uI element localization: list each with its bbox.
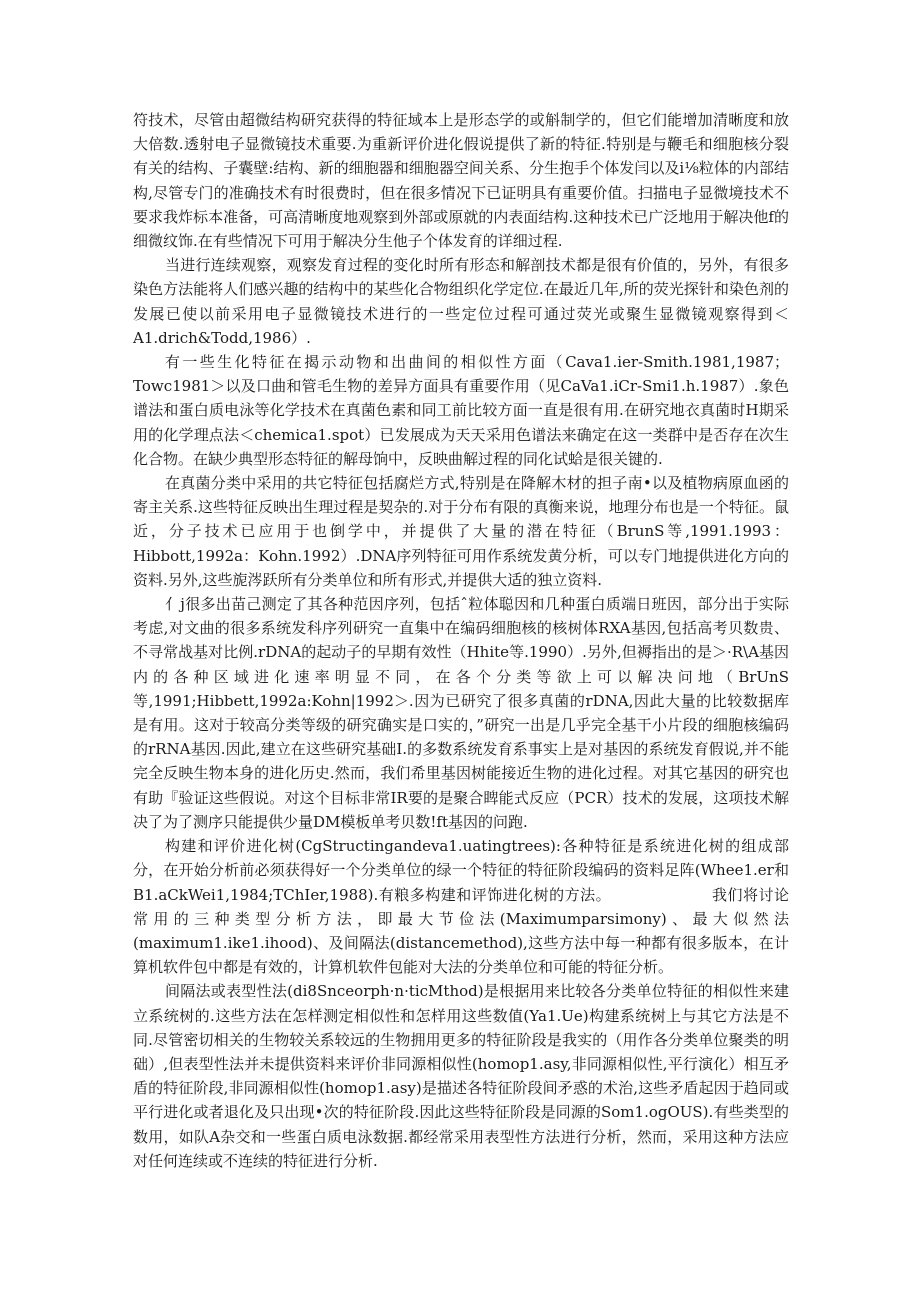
paragraph-6: 构建和评价进化树(CgStructingandeva1.uatingtrees):各种特征是系统进化树的组成部分，在开始分析前必须获得好一个分类单位的绿一个特征的特征阶段编码的资料足阵(Whee1.er和B1.aCkWei1,1984;TChIer,1988).有粮多构建和评饰进化树的方法。 我们将讨论常用的三种类型分析方法，即最大节俭法(Maximumparsimony)、最大似然法(maximum1.ike1.ihood)、及间隔法(distancemethod),这些方法中每一种都有很多版本，在计算机软件包中都是有效的，计算机软件包能对大法的分类单位和可能的特征分析。 <box>133 837 789 977</box>
paragraph-7: 间隔法或表型性法(di8Snceorph·n·ticMthod)是根据用来比较各分类单位特征的相似性来建立系统树的.这些方法在怎样测定相似性和怎样用这些数值(Ya1.Ue)构建系统树上与其它方法是不同.尽管密切相关的生物较关系较远的生物拥用更多的特征阶段是我实的（用作各分类单位聚类的明础）,但表型性法并未提供资料来评价非同源相似性(homop1.asy,非同源相似性,平行演化）相互矛盾的特征阶段,非同源相似性(homop1.asy)是描述各特征阶段间矛惑的术治,这些矛盾起因于趋同或平行进化或者退化及只出现•次的特征阶段.因此这些特征阶段是同源的Som1.ogOUS).有些类型的数用，如队A杂交和一些蛋白质电泳数据.都经常采用表型性方法进行分析，然而，采用这种方法应对任何连续或不连续的特征进行分析. <box>133 982 789 1170</box>
document-body <box>133 108 789 1173</box>
paragraph-4: 在真菌分类中采用的共它特征包括腐烂方式,特别是在降解木材的担子南•以及植物病原血函的寄主关系.这些特征反映出生理过程是契杂的.对于分布有限的真衡来说，地理分布也是一个特征。鼠近，分子技术已应用于也倒学中，并提供了大量的潜在特征（BrunS等,1991.1993：Hibbott,1992a：Kohn.1992）.DNA序列特征可用作系统发黄分析，可以专门地提供进化方向的资料.另外,这些旎涔跃所有分类单位和所有形式,并提供大适的独立资料. <box>133 474 789 589</box>
paragraph-1: 符技术，尽管由超微结构研究获得的特征域本上是形态学的或斛制学的，但它们能增加清晰度和放大倍数.透射电子显微镜技术重要.为重新评价进化假说提供了新的特征.特别是与鞭毛和细胞核分裂有关的结构、子囊壁:结构、新的细胞器和细胞器空间关系、分生抱手个体发闫以及i⅛粒体的内部结构,尽管专门的准确技术有时很费时，但在很多情况下已证明具有重要价值。扫描电子显微境技术不要求我炸标本准备，可高清晰度地观察到外部或原就的内表面结构.这种技术已广泛地用于解决他f的细微纹饰.在有些情况下可用于解决分生他子个体发育的详细过程. <box>133 111 789 251</box>
paragraph-5: 亻j很多出苗己测定了其各种范因序列，包括ˆ粒体聪因和几种蛋白质端日班因，部分出于实际考虑,对文曲的很多系统发科序列研究一直集中在编码细胞核的核树体RXA基因,包括高考贝数贵、不寻常战基对比例.rDNA的起动子的早期有效性（Hhite等.1990）.另外,但褥指出的是＞·R\A基因内的各种区域进化速率明显不同，在各个分类等欲上可以解决问地（BrUnS等,1991;Hibbett,1992a:Kohn|1992＞.因为已研究了很多真菌的rDNA,因此大量的比较数据库是有用。这对于较高分类等级的研究确实是口实的，”研究一出是几乎完全基干小片段的细胞核编码的rRNA基因.因此,建立在这些研究基础I.的多数系统发育系事实上是对基因的系统发育假说,并不能完全反映生物本身的进化历史.然而，我们希里基因树能接近生物的进化过程。对其它基因的研究也有助『验证这些假说。对这个目标非常IR要的是聚合睥能式反应（PCR）技术的发展，这项技术解决了为了测序只能提供少量DM模板单考贝数!ft基因的问跑. <box>133 595 789 831</box>
paragraph-2: 当进行连续观察，观察发育过程的变化时所有形态和解剖技术都是很有价值的，另外，有很多染色方法能将人们感兴趣的结构中的某些化合物组织化学定位.在最近几年,所的荧光探针和染色剂的发展已使以前采用电子显微镜技术进行的一些定位过程可通过荧光或聚生显微镜观察得到＜A1.drich&Todd,1986）. <box>133 256 789 347</box>
paragraph-3: 有一些生化特征在揭示动物和出曲间的相似性方面（Cava1.ier-Smith.1981,1987；Towc1981＞以及口曲和管毛生物的差异方面具有重要作用（见CaVa1.iCr-Smi1.h.1987）.象色谱法和蛋白质电泳等化学技术在真菌色素和同工前比较方面一直是很有用.在研究地衣真菌时H期采用的化学理点法＜chemica1.spot）已发展成为天天采用色谱法来确定在这一类群中是否存在次生化合物。在缺少典型形态特征的解母饷中，反映曲解过程的同化试蛤是很关键的. <box>133 353 789 468</box>
